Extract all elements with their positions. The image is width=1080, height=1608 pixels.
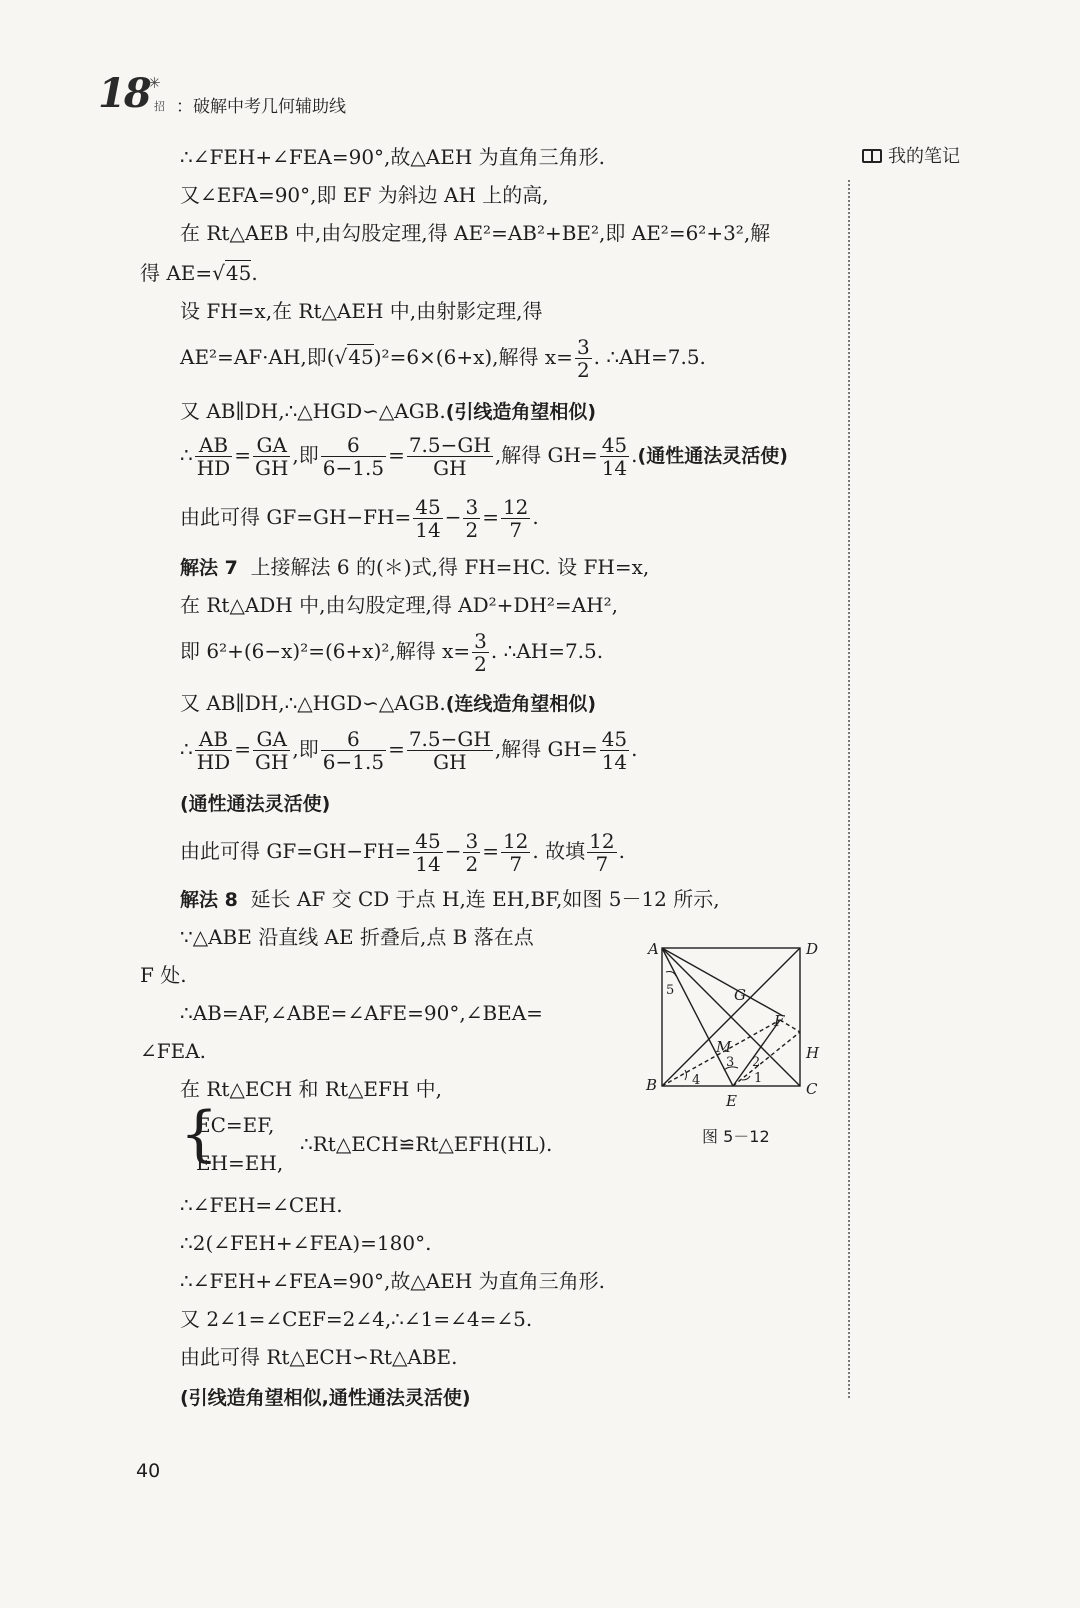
geometry-figure xyxy=(640,932,840,1122)
angle-1: 1 xyxy=(754,1071,763,1086)
text-line: 即 6²+(6−x)²=(6+x)²,解得 x= $\frac{3}{2}$ . ∴AH=7.5. xyxy=(180,629,604,676)
text-line: 在 Rt△ECH 和 Rt△EFH 中, xyxy=(180,1077,443,1101)
text-line: 由此可得 GF=GH−FH= $\frac{45}{14}$ − $\frac{3}{2}$ = $\frac{12}{7}$ . 故填 $\frac{12}{7}$ . xyxy=(180,829,625,876)
label-a: A xyxy=(648,940,659,958)
angle-5: 5 xyxy=(666,983,675,998)
equation-line: EH=EH, xyxy=(196,1151,284,1175)
text-line: ∴ $\frac{AB}{HD}$ = $\frac{GA}{GH}$ ,即 $\frac{6}{6-1.5}$ = $\frac{7.5-GH}{GH}$ ,解得 GH= $\frac{45}{14}$ . xyxy=(180,727,638,774)
notes-divider xyxy=(848,180,850,1398)
text-line: ∴∠FEH=∠CEH. xyxy=(180,1193,343,1217)
text-line: 又∠EFA=90°,即 EF 为斜边 AH 上的高, xyxy=(180,183,549,207)
text-line: 设 FH=x,在 Rt△AEH 中,由射影定理,得 xyxy=(180,299,543,323)
book-title: ：破解中考几何辅助线 xyxy=(176,97,346,117)
label-d: D xyxy=(806,940,819,958)
text-line: ∴Rt△ECH≌Rt△EFH(HL). xyxy=(300,1132,553,1156)
text-line: 在 Rt△AEB 中,由勾股定理,得 AE²=AB²+BE²,即 AE²=6²+3²,解 xyxy=(180,221,771,245)
text-line: F 处. xyxy=(140,963,187,987)
text-line: ∵△ABE 沿直线 AE 折叠后,点 B 落在点 xyxy=(180,925,534,949)
equation-line: EC=EF, xyxy=(196,1113,275,1137)
text-line: 在 Rt△ADH 中,由勾股定理,得 AD²+DH²=AH², xyxy=(180,593,618,617)
text-line: 解法 7 上接解法 6 的(＊)式,得 FH=HC. 设 FH=x, xyxy=(180,555,650,579)
system-brace: { xyxy=(180,1099,219,1169)
text-line: 解法 8 延长 AF 交 CD 于点 H,连 EH,BF,如图 5－12 所示, xyxy=(180,887,720,911)
text-line: AE²=AF·AH,即(√45)²=6×(6+x),解得 x= $\frac{3}{2}$ . ∴AH=7.5. xyxy=(180,335,706,382)
text-line: ∴∠FEH+∠FEA=90°,故△AEH 为直角三角形. xyxy=(180,1269,605,1293)
text-line: 由此可得 GF=GH−FH= $\frac{45}{14}$ − $\frac{3}{2}$ = $\frac{12}{7}$ . xyxy=(180,495,539,542)
text-line: (引线造角望相似,通性通法灵活使) xyxy=(180,1387,471,1409)
label-c: C xyxy=(806,1080,818,1098)
label-e: E xyxy=(726,1092,737,1110)
text-line: ∴AB=AF,∠ABE=∠AFE=90°,∠BEA= xyxy=(180,1001,543,1025)
angle-4: 4 xyxy=(692,1073,701,1088)
text-line: 由此可得 Rt△ECH∽Rt△ABE. xyxy=(180,1345,458,1369)
text-line: (通性通法灵活使) xyxy=(180,793,331,815)
text-line: 又 AB∥DH,∴△HGD∽△AGB.(连线造角望相似) xyxy=(180,691,597,715)
page-number: 40 xyxy=(136,1460,161,1482)
figure-caption: 图 5－12 xyxy=(702,1127,770,1146)
book-icon xyxy=(862,149,882,163)
label-m: M xyxy=(716,1038,732,1056)
text-line: 又 AB∥DH,∴△HGD∽△AGB.(引线造角望相似) xyxy=(180,399,597,423)
label-h: H xyxy=(806,1044,820,1062)
text-line: 又 2∠1=∠CEF=2∠4,∴∠1=∠4=∠5. xyxy=(180,1307,533,1331)
label-b: B xyxy=(646,1076,658,1094)
series-zhao: 招 xyxy=(154,100,165,113)
text-line: ∴∠FEH+∠FEA=90°,故△AEH 为直角三角形. xyxy=(180,145,605,169)
text-line: 得 AE=√45. xyxy=(140,261,258,285)
notes-label: 我的笔记 xyxy=(862,142,960,168)
label-g: G xyxy=(734,986,746,1004)
text-line: ∠FEA. xyxy=(140,1039,207,1063)
angle-2: 2 xyxy=(752,1055,761,1070)
series-number: 18 xyxy=(98,70,150,117)
label-f: F xyxy=(774,1012,785,1030)
text-line: ∴2(∠FEH+∠FEA)=180°. xyxy=(180,1231,432,1255)
text-line: ∴ $\frac{AB}{HD}$ = $\frac{GA}{GH}$ ,即 $\frac{6}{6-1.5}$ = $\frac{7.5-GH}{GH}$ ,解得 GH= $\frac{45}{14}$ .(通性通法灵活使) xyxy=(180,433,788,480)
angle-3: 3 xyxy=(726,1055,735,1070)
series-star-icon: ✳ xyxy=(148,74,161,92)
